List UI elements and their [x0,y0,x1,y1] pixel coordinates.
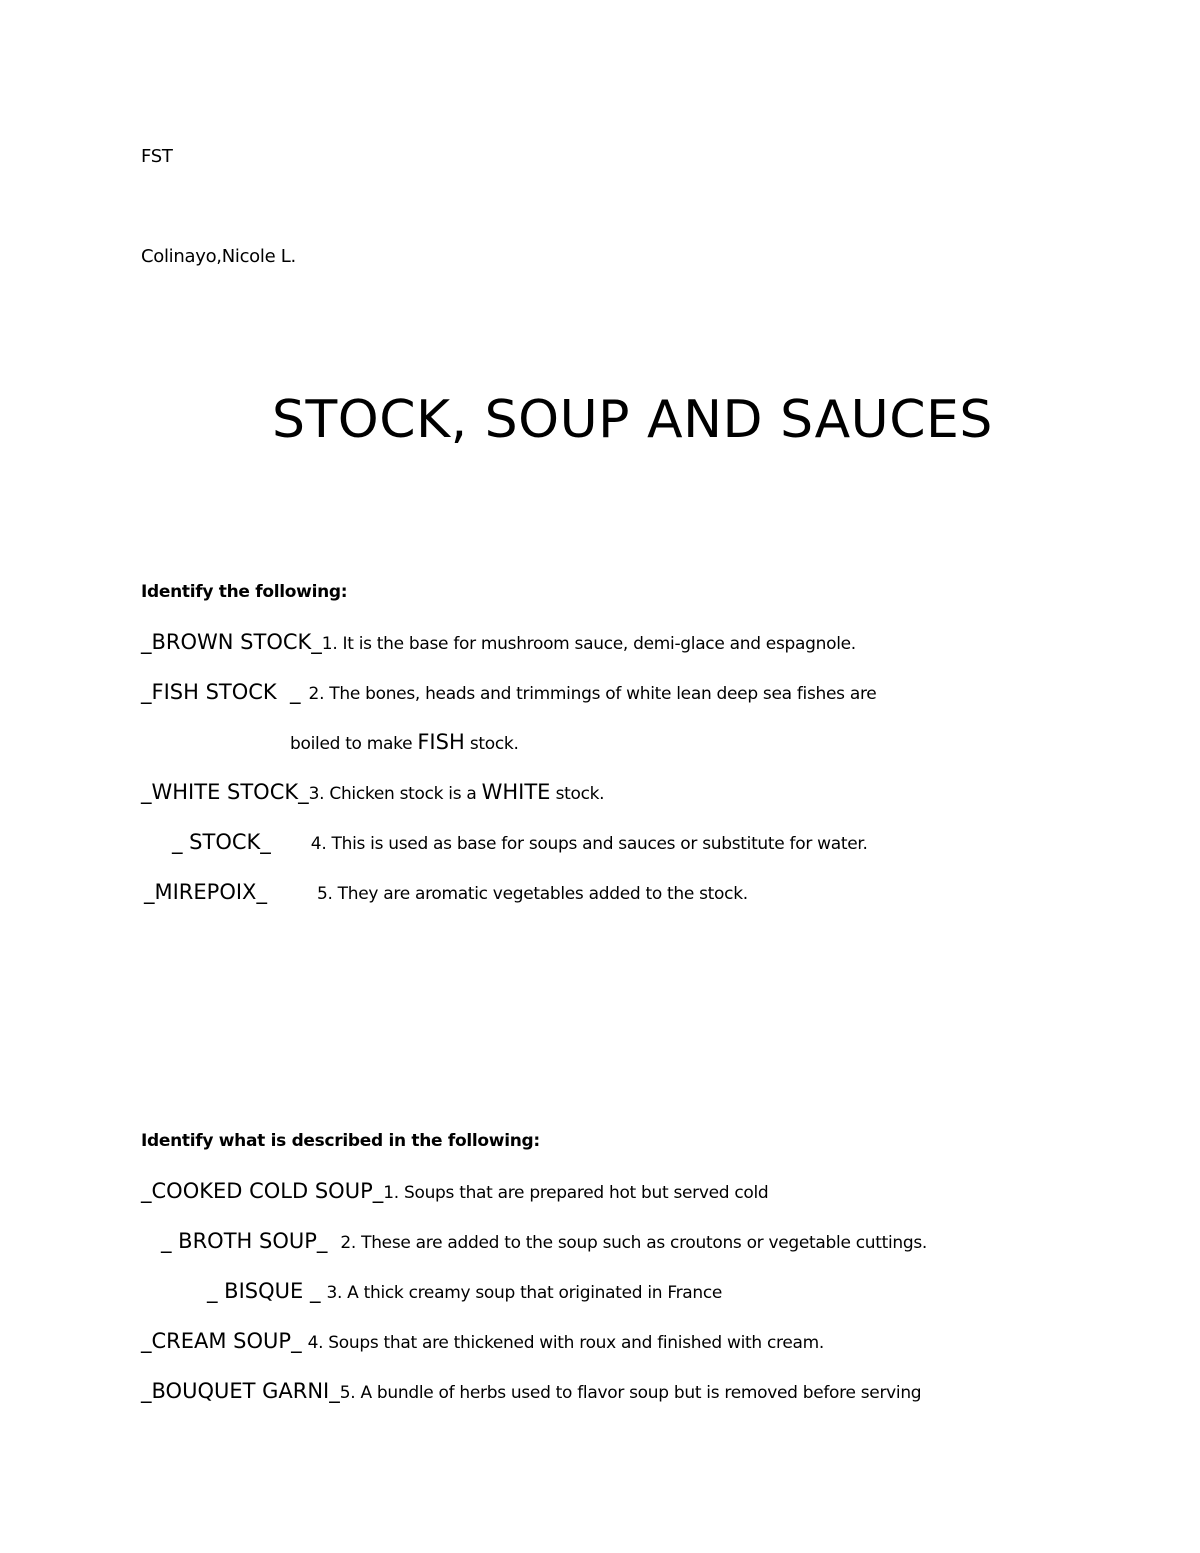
answer: _ BISQUE _ [207,1279,321,1303]
item-text: The bones, heads and trimmings of white lean deep sea fishes are [324,684,877,704]
student-name: Colinayo,Nicole L. [141,246,296,267]
item-number: 5. [316,884,333,904]
answer: _BOUQUET GARNI_ [141,1379,340,1403]
section2-item-5 [141,1381,921,1402]
continuation-emphasis: FISH [417,730,465,754]
section1-item-2-continuation [290,732,519,753]
item-text: It is the base for mushroom sauce, demi-glace and espagnole. [337,634,856,654]
section2-item-4 [141,1331,824,1352]
item-text: This is used as base for soups and sauces or substitute for water. [326,834,868,854]
item-number: 3. [308,784,325,804]
section2-item-1 [141,1181,768,1202]
item-number: 2. [308,684,325,704]
section1-item-1 [141,632,856,653]
answer: _MIREPOIX_ [144,880,267,904]
section1-item-4 [172,832,868,853]
answer: _COOKED COLD SOUP_ [141,1179,384,1203]
answer: _CREAM SOUP_ [141,1329,302,1353]
answer: _FISH STOCK _ [141,680,301,704]
item-tail: stock. [550,784,605,804]
course-code: FST [141,146,173,167]
item-text: Chicken stock is a [324,784,482,804]
item-number: 4. [307,1333,324,1353]
section1-item-3 [141,782,604,803]
answer: _WHITE STOCK_ [141,780,309,804]
item-text: A thick creamy soup that originated in France [342,1283,723,1303]
answer: _BROWN STOCK_ [141,630,322,654]
item-text: Soups that are thickened with roux and finished with cream. [323,1333,824,1353]
item-text: These are added to the soup such as croutons or vegetable cuttings. [356,1233,928,1253]
section1-item-5 [144,882,748,903]
section1-item-2 [141,682,876,703]
answer: _ BROTH SOUP_ [161,1229,328,1253]
item-number: 5. [339,1383,356,1403]
item-emphasis: WHITE [481,780,551,804]
continuation-text: boiled to make [290,734,418,754]
item-text: A bundle of herbs used to flavor soup but is removed before serving [355,1383,922,1403]
section2-item-3 [207,1281,722,1302]
item-number: 1. [383,1183,399,1203]
item-number: 3. [326,1283,343,1303]
item-number: 1. [321,634,338,654]
continuation-tail: stock. [464,734,519,754]
item-text: Soups that are prepared hot but served cold [398,1183,769,1203]
page-title: STOCK, SOUP AND SAUCES [272,390,993,450]
section2-heading: Identify what is described in the following: [141,1131,540,1151]
item-text: They are aromatic vegetables added to the stock. [332,884,748,904]
item-number: 2. [340,1233,357,1253]
section2-item-2 [161,1231,927,1252]
answer: _ STOCK_ [172,830,271,854]
section1-heading: Identify the following: [141,582,348,602]
item-number: 4. [310,834,327,854]
